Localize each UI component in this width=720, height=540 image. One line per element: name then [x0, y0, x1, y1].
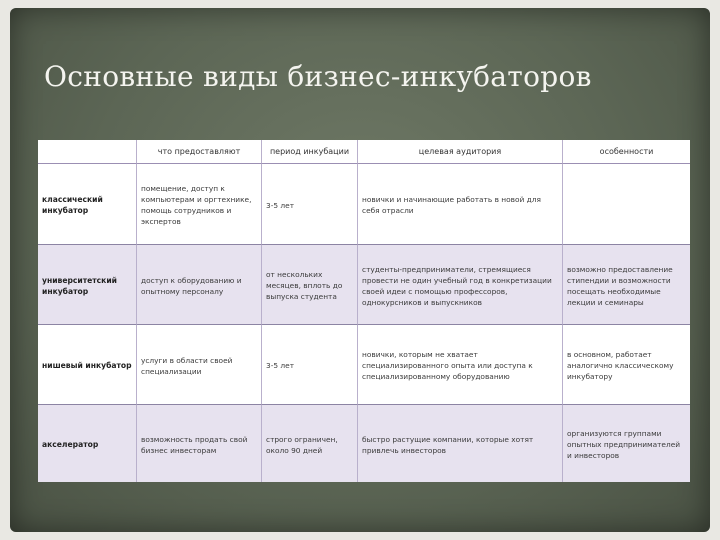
- row-label-niche: нишевый инкубатор: [38, 324, 136, 404]
- table-cell: возможность продать свой бизнес инвесторам: [136, 404, 261, 482]
- table-cell: услуги в области своей специализации: [136, 324, 261, 404]
- table-cell: строго ограничен, около 90 дней: [261, 404, 357, 482]
- header-cell-empty: [38, 140, 136, 164]
- incubator-table: [38, 140, 690, 482]
- slide-title: Основные виды бизнес-инкубаторов: [44, 60, 592, 93]
- row-label-accelerator: акселератор: [38, 404, 136, 482]
- table-cell: 3-5 лет: [261, 324, 357, 404]
- table-cell: доступ к оборудованию и опытному персоналу: [136, 244, 261, 324]
- table-cell: быстро растущие компании, которые хотят привлечь инвесторов: [357, 404, 562, 482]
- table-cell: возможно предоставление стипендии и возможности посещать необходимые лекции и семинары: [562, 244, 690, 324]
- row-label-classic: классический инкубатор: [38, 164, 136, 244]
- table-cell: [562, 164, 690, 244]
- header-cell-period: период инкубации: [261, 140, 357, 164]
- table-cell: от нескольких месяцев, вплоть до выпуска студента: [261, 244, 357, 324]
- table-grid: [38, 140, 690, 482]
- row-label-university: университетский инкубатор: [38, 244, 136, 324]
- table-cell: организуются группами опытных предпринимателей и инвесторов: [562, 404, 690, 482]
- table-cell: 3-5 лет: [261, 164, 357, 244]
- header-cell-features: особенности: [562, 140, 690, 164]
- table-cell: студенты-предприниматели, стремящиеся провести не один учебный год в конкретизации своей идеи с помощью профессоров, однокурсников и выпускников: [357, 244, 562, 324]
- table-cell: новички, которым не хватает специализированного опыта или доступа к специализированному оборудованию: [357, 324, 562, 404]
- header-cell-audience: целевая аудитория: [357, 140, 562, 164]
- header-cell-provides: что предоставляют: [136, 140, 261, 164]
- table-cell: новички и начинающие работать в новой для себя отрасли: [357, 164, 562, 244]
- table-cell: в основном, работает аналогично классическому инкубатору: [562, 324, 690, 404]
- table-cell: помещение, доступ к компьютерам и оргтехнике, помощь сотрудников и экспертов: [136, 164, 261, 244]
